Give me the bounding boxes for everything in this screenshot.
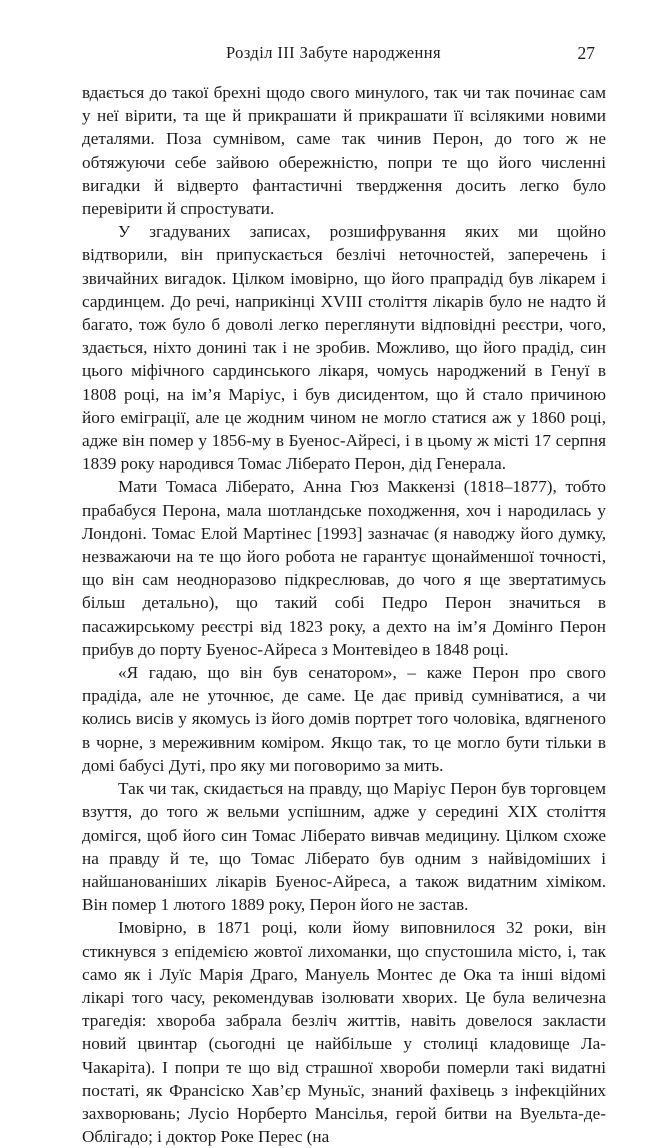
paragraph: Мати Томаса Ліберато, Анна Гюз Маккензі (1818–1877), тобто прабабуся Перона, мала шотландське походження, хоч і народилась у Лондоні. Томас Елой Мартінес [1993] зазначає (я наводжу його думку, незважаючи на те що його робота не гарантує щонайменшої точності, що він сам неодноразово підкреслював, до чого я ще звертатимусь більш детально), що такий собі Педро Перон значиться в пасажирському реєстрі від 1823 року, а дехто на ім’я Домінго Перон прибув до порту Буенос-Айреса з Монтевідео в 1848 році. [82,477,606,659]
paragraph: «Я гадаю, що він був сенатором», – каже Перон про свого прадіда, але не уточнює, де саме. Це дає привід сумніватися, а чи колись висів у якомусь із його домів портрет того чоловіка, вдягненого в чорне, з мереживним коміром. Якщо так, то це могло бути тільки в домі бабусі Дуті, про яку ми поговоримо за мить. [82,663,606,775]
running-title: Розділ III Забуте народження [226,43,441,62]
paragraph-continued: вдається до такої брехні щодо свого минулого, так чи так починає сам у неї вірити, та ще й прикрашати й прикрашати її всілякими новими деталями. Поза сумнівом, саме так чинив Перон, до того ж не обтяжуючи себе зайвою обережністю, попри те що його численні вигадки й відверто фантастичні твердження досить легко було перевірити й спростувати. [82,83,606,219]
paragraph: Так чи так, скидається на правду, що Маріус Перон був торговцем взуття, до того ж вельми успішним, адже у середині XIX століття домігся, щоб його син Томас Ліберато вивчав медицину. Цілком схоже на правду й те, що Томас Ліберато був одним з найвідоміших і найшанованіших лікарів Буенос-Айреса, а також видатним хіміком. Він помер 1 лютого 1889 року, Перон його не застав. [82,779,606,915]
body-text [82,81,606,1148]
paragraph: Імовірно, в 1871 році, коли йому виповнилося 32 роки, він стикнувся з епідемією жовтої лихоманки, що спустошила місто, і, так само як і Луїс Марія Драго, Мануель Монтес де Ока та інші відомі лікарі того часу, рекомендував ізолювати хворих. Це була величезна трагедія: хвороба забрала безліч життів, навіть довелося закласти новий цвинтар (сьогодні це найбільше у столиці кладовище Ла-Чакаріта). І попри те що від страшної хвороби померли такі видатні постаті, як Франсіско Хав’єр Муньїс, знаний фахівець з інфекційних захворювань; Лусіо Норберто Мансілья, герой битви на Вуельта-де-Облігадо; і доктор Роке Перес (на [82,918,606,1147]
page-number: 27 [577,43,595,63]
running-head [0,43,667,69]
paragraph: У згадуваних записах, розшифрування яких ми щойно відтворили, він припускається безлічі неточностей, заперечень і звичайних вигадок. Цілком імовірно, що його прапрадід був лікарем і сардинцем. До речі, наприкінці XVIII століття лікарів було не надто й багато, тож було б доволі легко переглянути відповідні реєстри, чого, здається, ніхто донині так і не зробив. Можливо, що його прадід, син цього міфічного сардинського лікаря, чомусь народжений в Генуї в 1808 році, на ім’я Маріус, і був дисидентом, що й стало причиною його еміграції, але це жодним чином не могло статися аж у 1860 році, адже він помер у 1856-му в Буенос-Айресі, і в цьому ж місті 17 серпня 1839 року народився Томас Ліберато Перон, дід Генерала. [82,222,606,474]
